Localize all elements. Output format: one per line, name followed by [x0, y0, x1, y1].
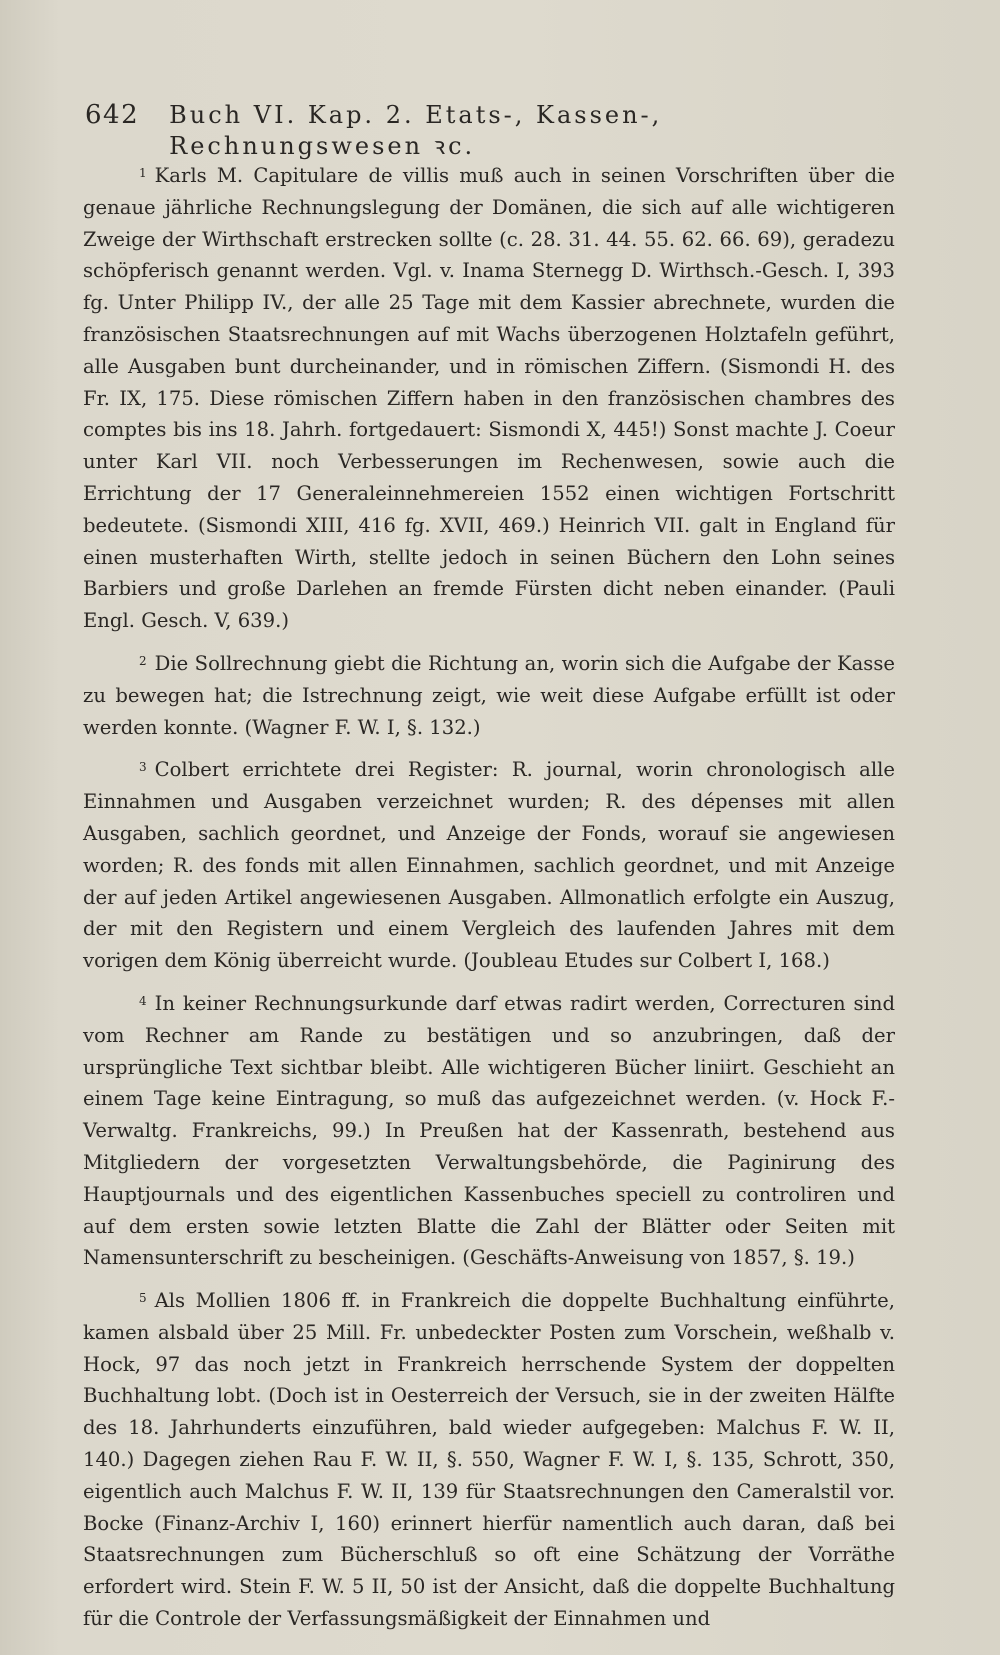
- footnote-text: Colbert errichtete drei Register: R. journal, worin chronologisch alle Einnahmen und Ausgaben verzeichnet wurden; R. des dépenses mit allen Ausgaben, sachlich geordnet, und Anzeige der Fonds, worauf sie angewiesen worden; R. des fonds mit allen Einnahmen, sachlich geordnet, und mit Anzeige der auf jeden Artikel angewiesenen Ausgaben. Allmonatlich erfolgte ein Auszug, der mit den Registern und einem Vergleich des laufenden Jahres mit dem vorigen dem König überreicht wurde. (Joubleau Etudes sur Colbert I, 168.): [83, 758, 895, 973]
- footnote-text: Karls M. Capitulare de villis muß auch in seinen Vorschriften über die genaue jährliche Rechnungslegung der Domänen, die sich auf alle wichtigeren Zweige der Wirthschaft erstrecken sollte (c. 28. 31. 44. 55. 62. 66. 69), geradezu schöpferisch genannt werden. Vgl. v. Inama Sternegg D. Wirthsch.-Gesch. I, 393 fg. Unter Philipp IV., der alle 25 Tage mit dem Kassier abrechnete, wurden die französischen Staatsrechnungen auf mit Wachs überzogenen Holztafeln geführt, alle Ausgaben bunt durcheinander, und in römischen Ziffern. (Sismondi H. des Fr. IX, 175. Diese römischen Ziffern haben in den französischen chambres des comptes bis ins 18. Jahrh. fortgedauert: Sismondi X, 445!) Sonst machte J. Coeur unter Karl VII. noch Verbesserungen im Rechenwesen, sowie auch die Errichtung der 17 Generaleinnehmereien 1552 einen wichtigen Fortschritt bedeutete. (Sismondi XIII, 416 fg. XVII, 469.) Heinrich VII. galt in England für einen musterhaften Wirth, stellte jedoch in seinen Büchern den Lohn seines Barbiers und große Darlehen an fremde Fürsten dicht neben einander. (Pauli Engl. Gesch. V, 639.): [83, 164, 895, 633]
- footnote-text: Als Mollien 1806 ff. in Frankreich die doppelte Buchhaltung einführte, kamen alsbald über 25 Mill. Fr. unbedeckter Posten zum Vorschein, weßhalb v. Hock, 97 das noch jetzt in Frankreich herrschende System der doppelten Buchhaltung lobt. (Doch ist in Oesterreich der Versuch, sie in der zweiten Hälfte des 18. Jahrhunderts einzuführen, bald wieder aufgegeben: Malchus F. W. II, 140.) Dagegen ziehen Rau F. W. II, §. 550, Wagner F. W. I, §. 135, Schrott, 350, eigentlich auch Malchus F. W. II, 139 für Staatsrechnungen den Cameralstil vor. Bocke (Finanz-Archiv I, 160) erinnert hierfür namentlich auch daran, daß bei Staatsrechnungen zum Bücherschluß so oft eine Schätzung der Vorräthe erfordert wird. Stein F. W. 5 II, 50 ist der Ansicht, daß die doppelte Buchhaltung für die Controle der Verfassungsmäßigkeit der Einnahmen und: [83, 1289, 895, 1631]
- footnote-4: [83, 986, 895, 1274]
- footnote-marker: 5: [139, 1291, 147, 1306]
- footnote-marker: 4: [139, 993, 147, 1008]
- footnote-marker: 1: [139, 166, 147, 180]
- footnote-text: Die Sollrechnung giebt die Richtung an, worin sich die Aufgabe der Kasse zu bewegen hat; die Istrechnung zeigt, wie weit diese Aufgabe erfüllt ist oder werden konnte. (Wagner F. W. I, §. 132.): [83, 651, 895, 739]
- running-header: [85, 100, 915, 162]
- footnote-marker: 2: [139, 653, 147, 668]
- footnote-1: [83, 158, 895, 637]
- footnote-3: [83, 752, 895, 977]
- footnotes-block: [83, 158, 895, 1644]
- footnote-text: In keiner Rechnungsurkunde darf etwas radirt werden, Correcturen sind vom Rechner am Rande zu bestätigen und so anzubringen, daß der ursprüngliche Text sichtbar bleibt. Alle wichtigeren Bücher liniirt. Geschieht an einem Tage keine Eintragung, so muß das aufgezeichnet werden. (v. Hock F.-Verwaltg. Frankreichs, 99.) In Preußen hat der Kassenrath, bestehend aus Mitgliedern der vorgesetzten Verwaltungsbehörde, die Paginirung des Hauptjournals und des eigentlichen Kassenbuches speciell zu controliren und auf dem ersten sowie letzten Blatte die Zahl der Blätter oder Seiten mit Namensunterschrift zu bescheinigen. (Geschäfts-Anweisung von 1857, §. 19.): [83, 991, 895, 1270]
- footnote-2: [83, 646, 895, 743]
- footnote-5: [83, 1283, 895, 1635]
- footnote-marker: 3: [139, 760, 147, 775]
- running-title: Buch VI. Kap. 2. Etats-, Kassen-, Rechnungswesen ꝛc.: [169, 101, 663, 160]
- page-number: 642: [85, 100, 140, 130]
